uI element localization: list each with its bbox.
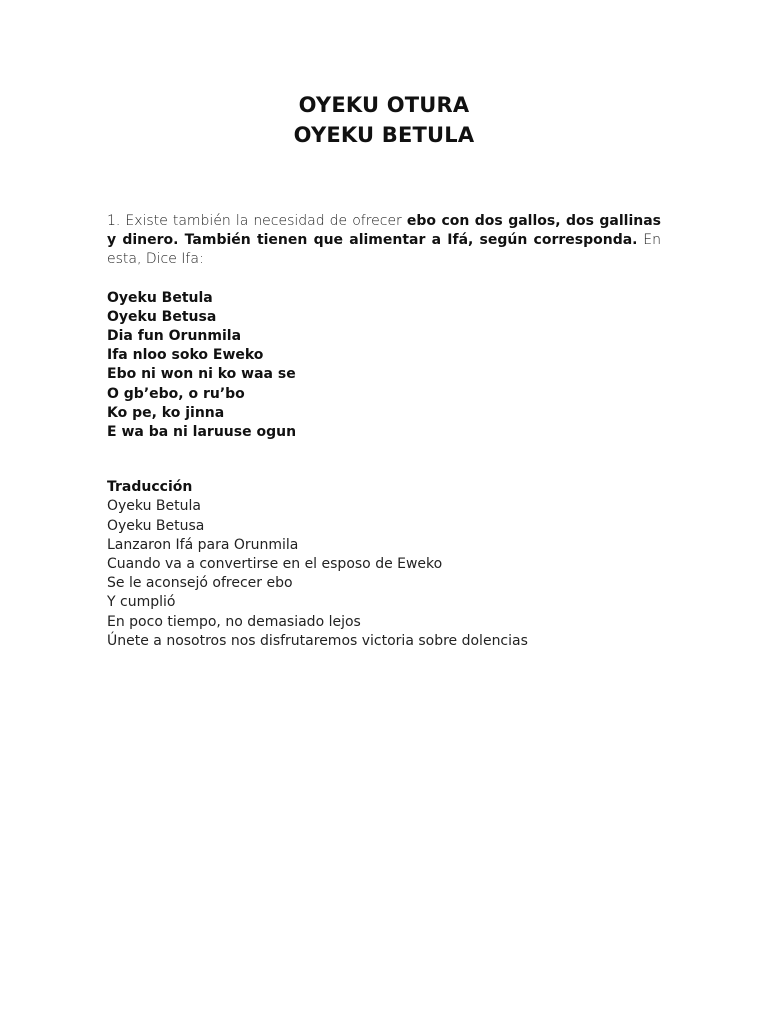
verse-line: Oyeku Betusa — [107, 308, 217, 325]
translation-line: Se le aconsejó ofrecer ebo — [107, 575, 293, 592]
translation-line: En poco tiempo, no demasiado lejos — [107, 613, 361, 630]
translation-line: Lanzaron Ifá para Orunmila — [107, 536, 299, 553]
translation-line: Cuando va a convertirse en el esposo de Eweko — [107, 556, 443, 573]
paragraph-text-regular-1: Existe también la necesidad de ofrecer — [125, 213, 402, 229]
document-body — [107, 212, 661, 651]
paragraph-text-bold: ebo con dos gallos, dos gallinas y dinero. También tienen que alimentar a Ifá, según corresponda. — [107, 213, 662, 249]
verse-line: Ifa nloo soko Eweko — [107, 347, 264, 364]
verse-block — [107, 289, 661, 443]
verse-line: O gb’ebo, o ru’bo — [107, 385, 245, 402]
verse-line: E wa ba ni laruuse ogun — [107, 424, 297, 441]
verse-line: Ko pe, ko jinna — [107, 404, 225, 421]
title-block — [0, 90, 768, 150]
verse-line: Oyeku Betula — [107, 289, 213, 306]
translation-line: Únete a nosotros nos disfrutaremos victoria sobre dolencias — [107, 632, 528, 649]
translation-line: Oyeku Betusa — [107, 517, 205, 534]
paragraph-text-regular-2: En esta, Dice Ifa: — [107, 232, 661, 268]
title-line-1: OYEKU OTURA — [298, 93, 470, 117]
translation-line: Y cumplió — [107, 594, 176, 611]
translation-block — [107, 478, 661, 651]
paragraph-number: 1. — [107, 213, 121, 229]
verse-line: Ebo ni won ni ko waa se — [107, 366, 296, 383]
translation-line: Oyeku Betula — [107, 498, 201, 515]
paragraph-1 — [107, 212, 661, 270]
translation-heading: Traducción — [107, 479, 193, 496]
verse-line: Dia fun Orunmila — [107, 328, 242, 345]
title-line-2: OYEKU BETULA — [293, 123, 475, 147]
